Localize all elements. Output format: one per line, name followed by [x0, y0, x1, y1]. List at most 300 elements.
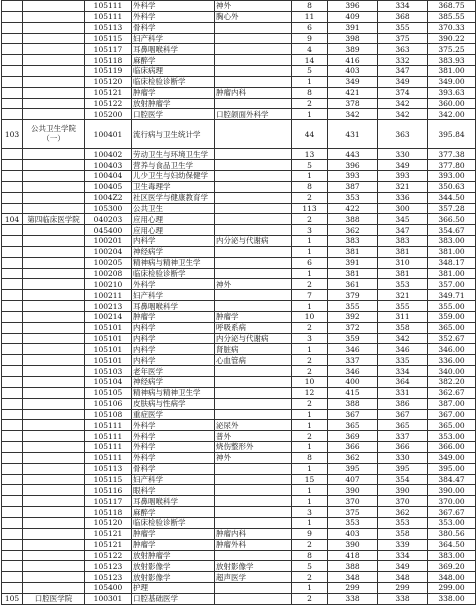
college-name [23, 192, 85, 203]
min-score: 334 [378, 550, 428, 561]
college-name [23, 87, 85, 98]
min-score: 381 [378, 268, 428, 279]
max-score: 431 [328, 120, 378, 149]
max-score: 403 [328, 528, 378, 539]
max-score: 346 [328, 344, 378, 355]
max-score: 418 [328, 550, 378, 561]
research-direction: 胸心外 [215, 11, 292, 22]
major-name: 卫生毒理学 [132, 181, 215, 192]
min-score: 365 [378, 420, 428, 431]
research-direction: 超声医学 [215, 572, 292, 583]
avg-score: 338.00 [428, 593, 476, 604]
row-number [2, 236, 23, 247]
table-row [2, 366, 476, 377]
avg-score: 359.00 [428, 311, 476, 322]
avg-score: 383.00 [428, 550, 476, 561]
table-row [2, 225, 476, 236]
row-number [2, 279, 23, 290]
row-number [2, 66, 23, 77]
research-direction [215, 120, 292, 149]
table-row [2, 98, 476, 109]
max-score: 388 [328, 398, 378, 409]
applicant-count: 1 [292, 409, 328, 420]
college-name [23, 160, 85, 171]
table-row [2, 344, 476, 355]
max-score: 388 [328, 214, 378, 225]
table-row [2, 355, 476, 366]
table-row [2, 452, 476, 463]
max-score: 388 [328, 561, 378, 572]
major-code: 100404 [85, 170, 132, 181]
major-name: 麻醉学 [132, 55, 215, 66]
college-name [23, 246, 85, 257]
row-number [2, 442, 23, 453]
research-direction: 内分泌与代谢病 [215, 236, 292, 247]
table-row [2, 1, 476, 12]
applicant-count: 1 [292, 109, 328, 120]
avg-score: 385.55 [428, 11, 476, 22]
applicant-count: 11 [292, 11, 328, 22]
college-name [23, 322, 85, 333]
avg-score: 353.00 [428, 431, 476, 442]
major-code: 105117 [85, 44, 132, 55]
research-direction: 烧伤整形外 [215, 442, 292, 453]
max-score: 396 [328, 1, 378, 12]
college-name [23, 333, 85, 344]
major-code: 100401 [85, 120, 132, 149]
applicant-count: 10 [292, 311, 328, 322]
row-number [2, 98, 23, 109]
min-score: 349 [378, 561, 428, 572]
major-code: 105108 [85, 409, 132, 420]
table-row [2, 120, 476, 149]
major-code: 100301 [85, 593, 132, 604]
college-name [23, 583, 85, 594]
max-score: 387 [328, 181, 378, 192]
applicant-count: 5 [292, 160, 328, 171]
research-direction: 肿瘤学 [215, 311, 292, 322]
min-score: 345 [378, 214, 428, 225]
major-code: 105122 [85, 98, 132, 109]
table-row [2, 257, 476, 268]
applicant-count: 2 [292, 214, 328, 225]
major-name: 骨科学 [132, 22, 215, 33]
college-name [23, 377, 85, 388]
major-code: 105200 [85, 109, 132, 120]
row-number [2, 409, 23, 420]
row-number [2, 268, 23, 279]
admission-score-table [1, 0, 476, 605]
min-score: 336 [378, 192, 428, 203]
research-direction [215, 192, 292, 203]
avg-score: 368.75 [428, 1, 476, 12]
major-name: 流行病与卫生统计学 [132, 120, 215, 149]
avg-score: 375.25 [428, 44, 476, 55]
min-score: 300 [378, 203, 428, 214]
avg-score: 382.20 [428, 377, 476, 388]
major-code: 105117 [85, 496, 132, 507]
avg-score: 340.00 [428, 366, 476, 377]
major-name: 劳动卫生与环境卫生学 [132, 149, 215, 160]
avg-score: 365.00 [428, 420, 476, 431]
table-row [2, 409, 476, 420]
table-row [2, 203, 476, 214]
min-score: 321 [378, 290, 428, 301]
applicant-count: 1 [292, 344, 328, 355]
avg-score: 381.00 [428, 246, 476, 257]
college-name [23, 463, 85, 474]
college-name [23, 11, 85, 22]
max-score: 381 [328, 268, 378, 279]
max-score: 375 [328, 507, 378, 518]
major-name: 内科学 [132, 322, 215, 333]
major-name: 耳鼻咽喉科学 [132, 496, 215, 507]
min-score: 374 [378, 87, 428, 98]
max-score: 416 [328, 55, 378, 66]
major-name: 老年医学 [132, 366, 215, 377]
major-code: 100213 [85, 301, 132, 312]
table-row [2, 181, 476, 192]
applicant-count: 113 [292, 203, 328, 214]
min-score: 363 [378, 44, 428, 55]
avg-score: 349.00 [428, 76, 476, 87]
major-name: 肿瘤学 [132, 539, 215, 550]
college-name [23, 420, 85, 431]
max-score: 365 [328, 420, 378, 431]
research-direction [215, 507, 292, 518]
applicant-count: 2 [292, 398, 328, 409]
applicant-count: 1 [292, 236, 328, 247]
major-name: 放射肿瘤学 [132, 550, 215, 561]
min-score: 355 [378, 301, 428, 312]
college-name [23, 496, 85, 507]
min-score: 381 [378, 246, 428, 257]
college-name [23, 257, 85, 268]
applicant-count: 14 [292, 55, 328, 66]
max-score: 362 [328, 452, 378, 463]
major-code: 100201 [85, 236, 132, 247]
row-number [2, 377, 23, 388]
avg-score: 381.00 [428, 268, 476, 279]
row-number: 103 [2, 120, 23, 149]
major-name: 临床检验诊断学 [132, 268, 215, 279]
major-name: 口腔基础医学 [132, 593, 215, 604]
applicant-count: 1 [292, 246, 328, 257]
college-name [23, 268, 85, 279]
research-direction [215, 66, 292, 77]
major-name: 外科学 [132, 11, 215, 22]
max-score: 353 [328, 517, 378, 528]
max-score: 369 [328, 431, 378, 442]
applicant-count: 1 [292, 268, 328, 279]
applicant-count: 1 [292, 170, 328, 181]
major-name: 临床检验诊断学 [132, 76, 215, 87]
max-score: 372 [328, 322, 378, 333]
major-name: 外科学 [132, 452, 215, 463]
college-name [23, 452, 85, 463]
max-score: 370 [328, 496, 378, 507]
max-score: 400 [328, 377, 378, 388]
avg-score: 362.67 [428, 387, 476, 398]
major-name: 内科学 [132, 355, 215, 366]
major-name: 放射肿瘤学 [132, 98, 215, 109]
research-direction [215, 33, 292, 44]
college-name [23, 98, 85, 109]
applicant-count: 2 [292, 572, 328, 583]
min-score: 330 [378, 452, 428, 463]
min-score: 386 [378, 398, 428, 409]
row-number [2, 290, 23, 301]
major-name: 精神病与精神卫生学 [132, 257, 215, 268]
table-row [2, 387, 476, 398]
max-score: 299 [328, 583, 378, 594]
table-row [2, 290, 476, 301]
max-score: 390 [328, 539, 378, 550]
avg-score: 395.00 [428, 463, 476, 474]
college-name [23, 181, 85, 192]
research-direction: 神外 [215, 1, 292, 12]
avg-score: 348.17 [428, 257, 476, 268]
min-score: 363 [378, 120, 428, 149]
min-score: 370 [378, 496, 428, 507]
min-score: 335 [378, 355, 428, 366]
major-code: 105115 [85, 474, 132, 485]
applicant-count: 1 [292, 463, 328, 474]
college-name: 口腔医学院 [23, 593, 85, 604]
applicant-count: 6 [292, 22, 328, 33]
major-code: 105122 [85, 550, 132, 561]
row-number [2, 11, 23, 22]
table-row [2, 572, 476, 583]
applicant-count: 1 [292, 517, 328, 528]
research-direction [215, 214, 292, 225]
max-score: 353 [328, 192, 378, 203]
min-score: 368 [378, 11, 428, 22]
applicant-count: 8 [292, 452, 328, 463]
applicant-count: 1 [292, 76, 328, 87]
row-number [2, 149, 23, 160]
row-number [2, 1, 23, 12]
table-row [2, 246, 476, 257]
max-score: 346 [328, 366, 378, 377]
avg-score: 354.67 [428, 225, 476, 236]
min-score: 364 [378, 377, 428, 388]
table-row [2, 333, 476, 344]
avg-score: 355.00 [428, 301, 476, 312]
research-direction: 神外 [215, 279, 292, 290]
avg-score: 380.56 [428, 528, 476, 539]
college-name [23, 149, 85, 160]
research-direction [215, 203, 292, 214]
applicant-count: 2 [292, 431, 328, 442]
major-name: 骨科学 [132, 463, 215, 474]
major-code: 105300 [85, 203, 132, 214]
max-score: 393 [328, 170, 378, 181]
avg-score: 383.93 [428, 55, 476, 66]
research-direction [215, 550, 292, 561]
max-score: 378 [328, 98, 378, 109]
college-name [23, 236, 85, 247]
max-score: 383 [328, 236, 378, 247]
avg-score: 370.33 [428, 22, 476, 33]
major-code: 105101 [85, 355, 132, 366]
avg-score: 390.22 [428, 33, 476, 44]
college-name [23, 55, 85, 66]
college-name [23, 279, 85, 290]
row-number [2, 203, 23, 214]
applicant-count: 8 [292, 181, 328, 192]
row-number [2, 507, 23, 518]
row-number [2, 452, 23, 463]
applicant-count: 10 [292, 377, 328, 388]
research-direction: 肿瘤外科 [215, 539, 292, 550]
row-number [2, 561, 23, 572]
avg-score: 299.00 [428, 583, 476, 594]
table-row [2, 160, 476, 171]
row-number [2, 355, 23, 366]
row-number [2, 246, 23, 257]
applicant-count: 2 [292, 98, 328, 109]
avg-score: 383.00 [428, 236, 476, 247]
research-direction [215, 170, 292, 181]
college-name [23, 398, 85, 409]
min-score: 358 [378, 322, 428, 333]
max-score: 421 [328, 87, 378, 98]
major-code: 100405 [85, 181, 132, 192]
college-name [23, 344, 85, 355]
max-score: 337 [328, 355, 378, 366]
row-number [2, 539, 23, 550]
table-row [2, 236, 476, 247]
research-direction: 口腔颌面外科学 [215, 109, 292, 120]
research-direction [215, 517, 292, 528]
research-direction [215, 409, 292, 420]
research-direction [215, 22, 292, 33]
research-direction [215, 496, 292, 507]
research-direction: 放射影像学 [215, 561, 292, 572]
college-name [23, 225, 85, 236]
major-name: 神经病学 [132, 377, 215, 388]
table-row [2, 431, 476, 442]
avg-score: 357.28 [428, 203, 476, 214]
research-direction [215, 76, 292, 87]
max-score: 355 [328, 301, 378, 312]
college-name [23, 76, 85, 87]
row-number [2, 55, 23, 66]
min-score: 332 [378, 55, 428, 66]
min-score: 310 [378, 257, 428, 268]
major-name: 营养与食品卫生学 [132, 160, 215, 171]
college-name [23, 66, 85, 77]
table-row [2, 528, 476, 539]
min-score: 353 [378, 517, 428, 528]
college-name: 公共卫生学院（一） [23, 120, 85, 149]
applicant-count: 8 [292, 550, 328, 561]
min-score: 342 [378, 98, 428, 109]
row-number [2, 550, 23, 561]
applicant-count: 3 [292, 507, 328, 518]
avg-score: 395.84 [428, 120, 476, 149]
major-name: 妇产科学 [132, 474, 215, 485]
major-code: 040203 [85, 214, 132, 225]
table-row [2, 485, 476, 496]
research-direction [215, 257, 292, 268]
college-name [23, 301, 85, 312]
avg-score: 381.00 [428, 66, 476, 77]
table-row [2, 593, 476, 604]
applicant-count: 9 [292, 528, 328, 539]
avg-score: 353.00 [428, 517, 476, 528]
table-body [2, 1, 476, 605]
table-row [2, 22, 476, 33]
major-name: 外科学 [132, 279, 215, 290]
research-direction [215, 474, 292, 485]
max-score: 381 [328, 246, 378, 257]
major-code: 105101 [85, 322, 132, 333]
applicant-count: 44 [292, 120, 328, 149]
applicant-count: 1 [292, 442, 328, 453]
row-number: 105 [2, 593, 23, 604]
major-code: 105118 [85, 507, 132, 518]
college-name [23, 33, 85, 44]
max-score: 348 [328, 572, 378, 583]
table-row [2, 442, 476, 453]
applicant-count: 1 [292, 496, 328, 507]
major-code: 105105 [85, 387, 132, 398]
research-direction [215, 160, 292, 171]
table-row [2, 192, 476, 203]
research-direction: 肾脏病 [215, 344, 292, 355]
major-code: 100205 [85, 257, 132, 268]
table-row [2, 550, 476, 561]
major-code: 105111 [85, 442, 132, 453]
research-direction: 呼吸系病 [215, 322, 292, 333]
avg-score: 370.00 [428, 496, 476, 507]
table-row [2, 463, 476, 474]
major-name: 外科学 [132, 1, 215, 12]
avg-score: 393.00 [428, 170, 476, 181]
table-row [2, 496, 476, 507]
table-row [2, 170, 476, 181]
research-direction [215, 387, 292, 398]
research-direction: 心血管病 [215, 355, 292, 366]
table-row [2, 66, 476, 77]
research-direction: 神外 [215, 452, 292, 463]
major-code: 105104 [85, 377, 132, 388]
min-score: 331 [378, 387, 428, 398]
research-direction [215, 181, 292, 192]
max-score: 391 [328, 257, 378, 268]
min-score: 334 [378, 366, 428, 377]
college-name [23, 507, 85, 518]
major-name: 重症医学 [132, 409, 215, 420]
table-row [2, 55, 476, 66]
max-score: 392 [328, 311, 378, 322]
research-direction [215, 398, 292, 409]
major-name: 临床检验诊断学 [132, 517, 215, 528]
row-number [2, 160, 23, 171]
college-name [23, 44, 85, 55]
row-number [2, 181, 23, 192]
applicant-count: 1 [292, 420, 328, 431]
college-name [23, 474, 85, 485]
min-score: 321 [378, 181, 428, 192]
max-score: 367 [328, 409, 378, 420]
college-name [23, 431, 85, 442]
applicant-count: 5 [292, 66, 328, 77]
avg-score: 344.50 [428, 192, 476, 203]
research-direction [215, 366, 292, 377]
